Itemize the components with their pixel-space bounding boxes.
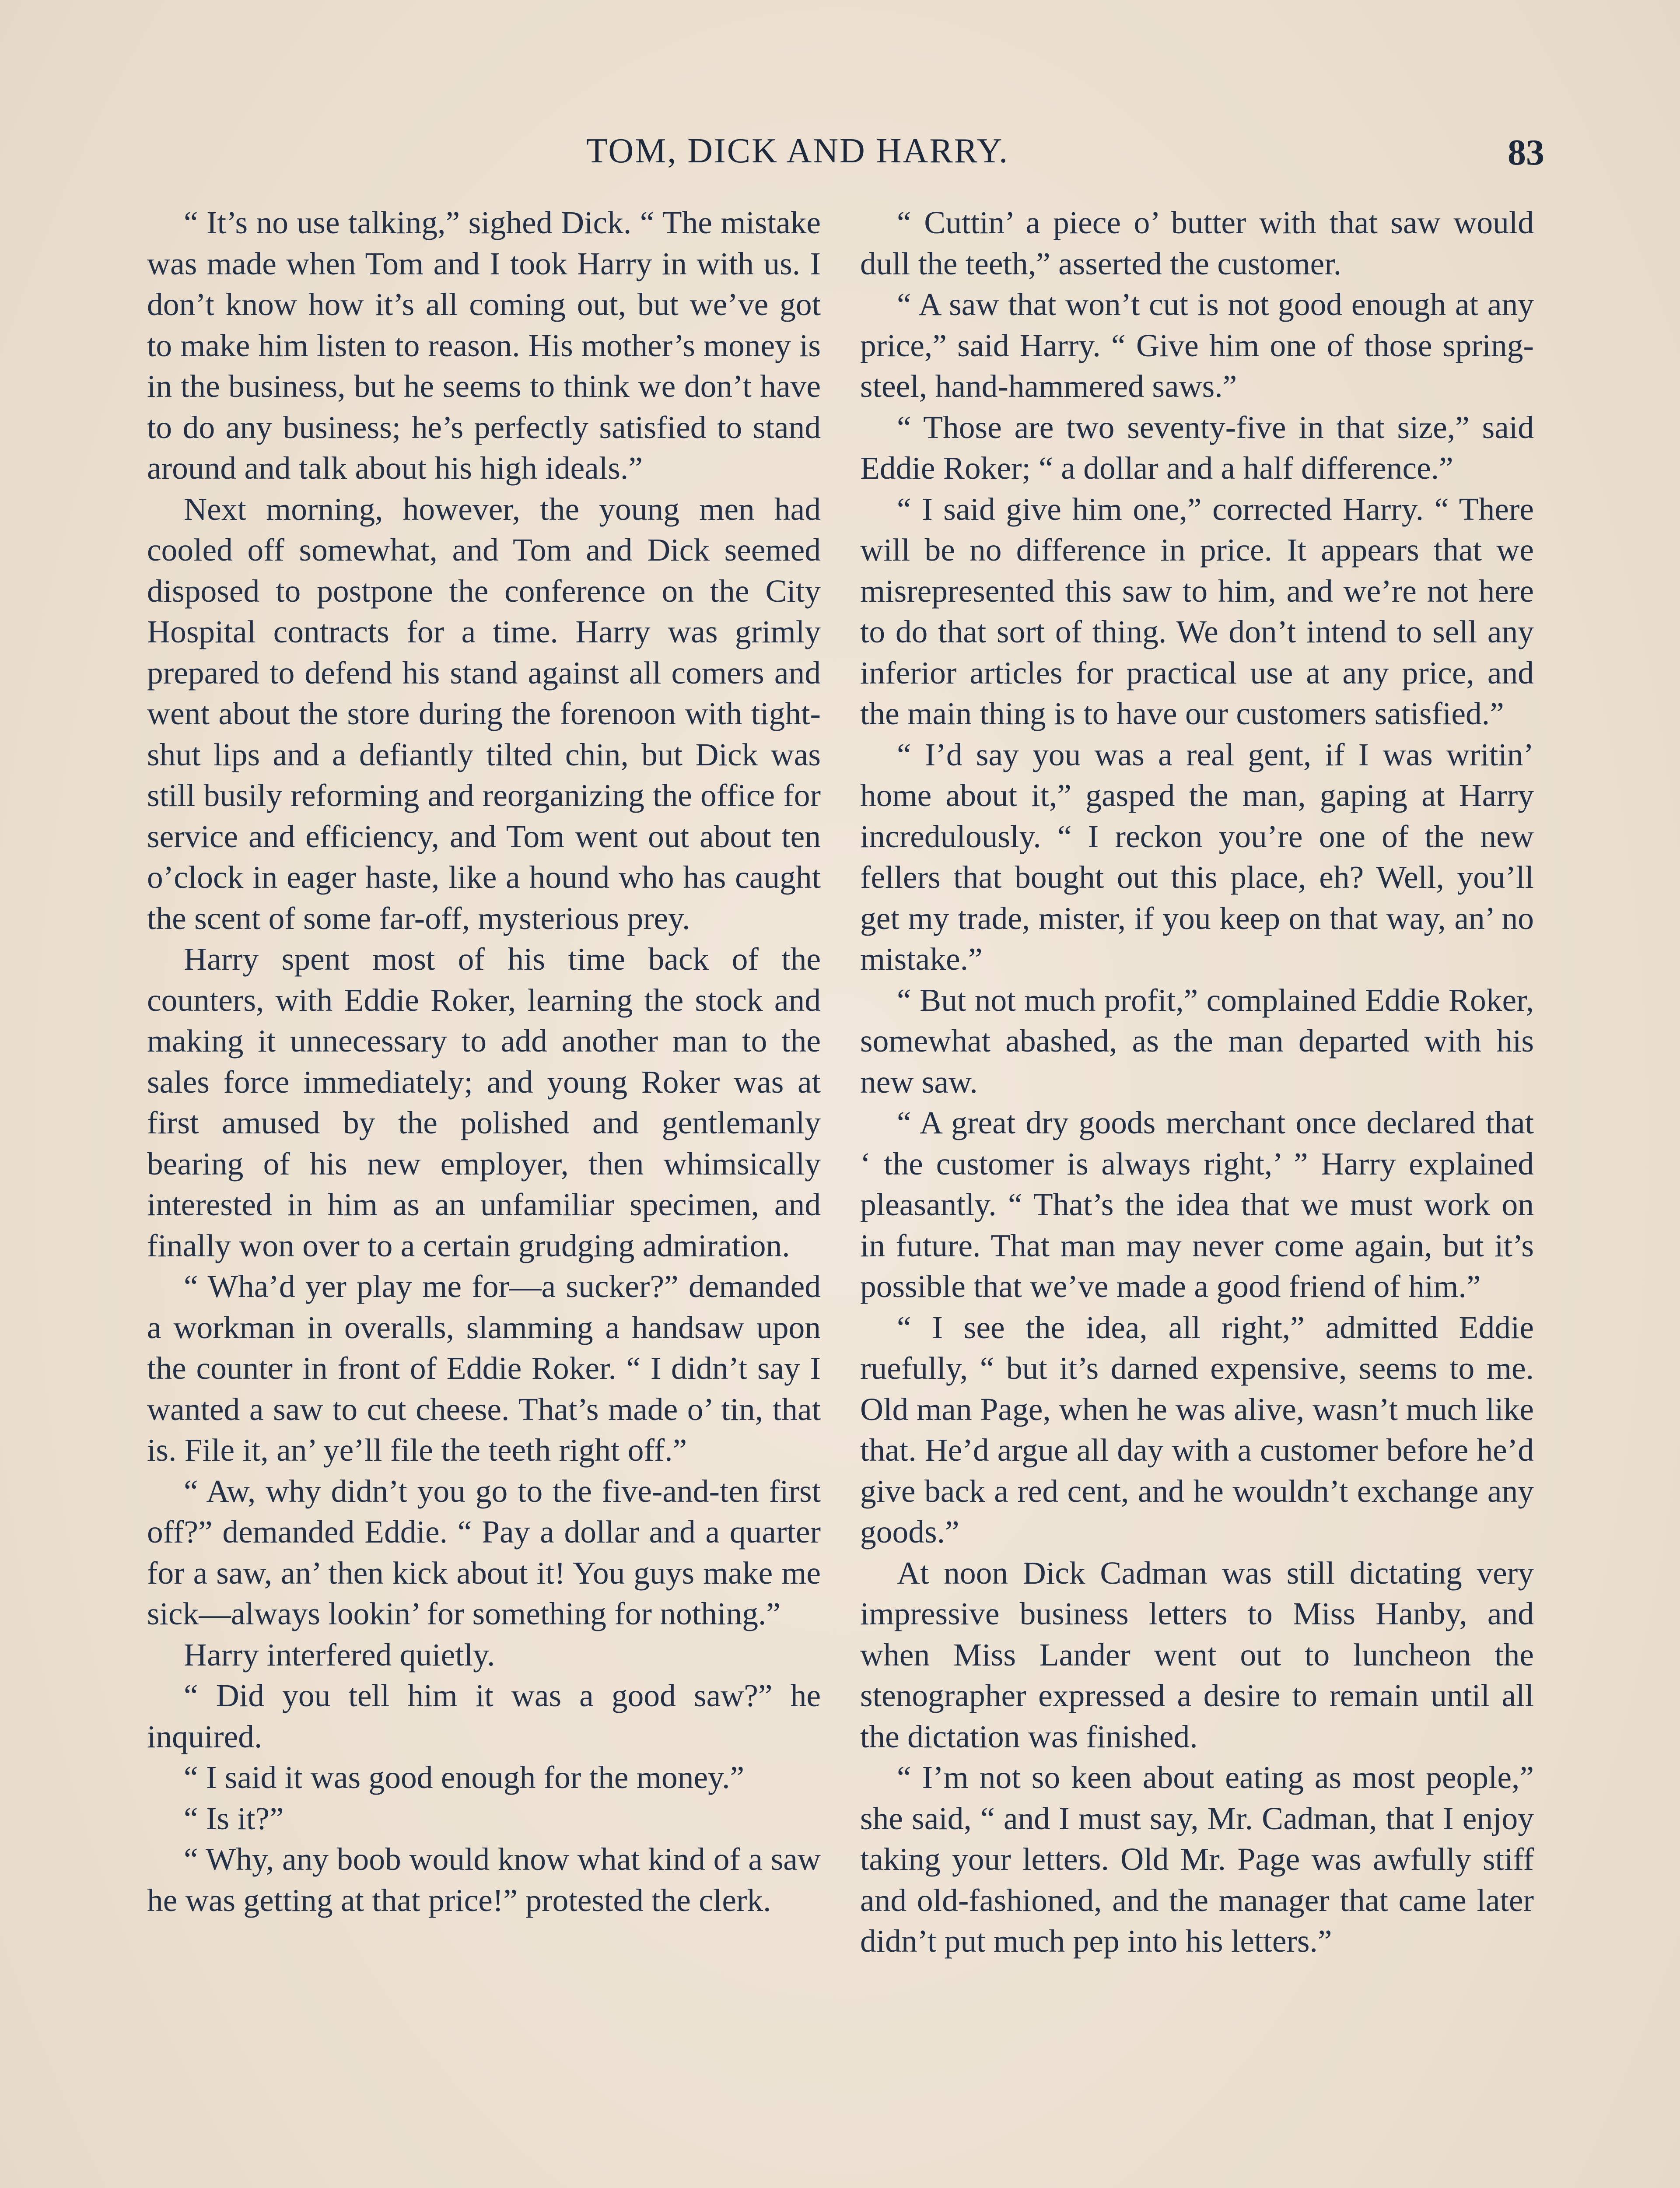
right-column [860, 202, 1534, 1962]
paragraph: “ It’s no use talking,” sighed Dick. “ The mistake was made when Tom and I took Harry in with us. I don’t know how it’s all coming out, but we’ve got to make him listen to reason. His mother’s money is in the business, but he seems to think we don’t have to do any business; he’s perfectly satisfied to stand around and talk about his high ideals.” [147, 205, 821, 486]
paragraph: “ I said give him one,” corrected Harry. “ There will be no difference in price. It appears that we misrepresented this saw to him, and we’re not here to do that sort of thing. We don’t intend to sell any inferior articles for practical use at any price, and the main thing is to have our customers satisfied.” [860, 491, 1534, 731]
paragraph: “ Those are two seventy-five in that size,” said Eddie Roker; “ a dollar and a half difference.” [860, 409, 1534, 486]
paragraph: Harry spent most of his time back of the counters, with Eddie Roker, learning the stock and making it unnecessary to add another man to the sales force immediately; and young Roker was at first amused by the polished and gentlemanly bearing of his new employer, then whimsically interested in him as an unfamiliar specimen, and finally won over to a certain grudging admiration. [147, 941, 821, 1263]
running-head [0, 131, 1680, 179]
paragraph: Harry interfered quietly. [184, 1637, 495, 1673]
paragraph: “ Did you tell him it was a good saw?” he inquired. [147, 1678, 821, 1754]
paragraph: “ A great dry goods merchant once declared that ‘ the customer is always right,’ ” Harry explained pleasantly. “ That’s the idea that we must work on in future. That man may never come again, but it’s possible that we’ve made a good friend of him.” [860, 1105, 1534, 1304]
paragraph: At noon Dick Cadman was still dictating very impressive business letters to Miss Hanby, and when Miss Lander went out to luncheon the stenographer expressed a desire to remain until all the dictation was finished. [860, 1555, 1534, 1754]
paragraph: “ I said it was good enough for the money.” [184, 1760, 745, 1795]
paragraph: “ Why, any boob would know what kind of a saw he was getting at that price!” protested the clerk. [147, 1841, 821, 1918]
page-number: 83 [1508, 132, 1544, 173]
paragraph: Next morning, however, the young men had cooled off somewhat, and Tom and Dick seemed disposed to postpone the conference on the City Hospital contracts for a time. Harry was grimly prepared to defend his stand against all comers and went about the store during the forenoon with tight-shut lips and a defiantly tilted chin, but Dick was still busily reforming and reorganizing the office for service and efficiency, and Tom went out about ten o’clock in eager haste, like a hound who has caught the scent of some far-off, mysterious prey. [147, 491, 821, 936]
paragraph: “ I’m not so keen about eating as most people,” she said, “ and I must say, Mr. Cadman, that I enjoy taking your letters. Old Mr. Page was awfully stiff and old-fashioned, and the manager that came later didn’t put much pep into his letters.” [860, 1760, 1534, 1959]
paragraph: “ Is it?” [184, 1800, 284, 1836]
paragraph: “ Cuttin’ a piece o’ butter with that saw would dull the teeth,” asserted the customer. [860, 205, 1534, 281]
paragraph: “ A saw that won’t cut is not good enough at any price,” said Harry. “ Give him one of those spring-steel, hand-hammered saws.” [860, 287, 1534, 404]
paragraph: “ But not much profit,” complained Eddie Roker, somewhat abashed, as the man departed with his new saw. [860, 982, 1534, 1100]
running-head-title: TOM, DICK AND HARRY. [586, 132, 1009, 170]
paragraph: “ Wha’d yer play me for—a sucker?” demanded a workman in overalls, slamming a handsaw upon the counter in front of Eddie Roker. “ I didn’t say I wanted a saw to cut cheese. That’s made o’ tin, that is. File it, an’ ye’ll file the teeth right off.” [147, 1269, 821, 1468]
paragraph: “ I’d say you was a real gent, if I was writin’ home about it,” gasped the man, gaping at Harry incredulously. “ I reckon you’re one of the new fellers that bought out this place, eh? Well, you’ll get my trade, mister, if you keep on that way, an’ no mistake.” [860, 736, 1534, 977]
left-column [147, 202, 821, 1921]
paragraph: “ I see the idea, all right,” admitted Eddie ruefully, “ but it’s darned expensive, seems to me. Old man Page, when he was alive, wasn’t much like that. He’d argue all day with a customer before he’d give back a red cent, and he wouldn’t exchange any goods.” [860, 1309, 1534, 1550]
paragraph: “ Aw, why didn’t you go to the five-and-ten first off?” demanded Eddie. “ Pay a dollar and a quarter for a saw, an’ then kick about it! You guys make me sick—always lookin’ for something for nothing.” [147, 1473, 821, 1631]
